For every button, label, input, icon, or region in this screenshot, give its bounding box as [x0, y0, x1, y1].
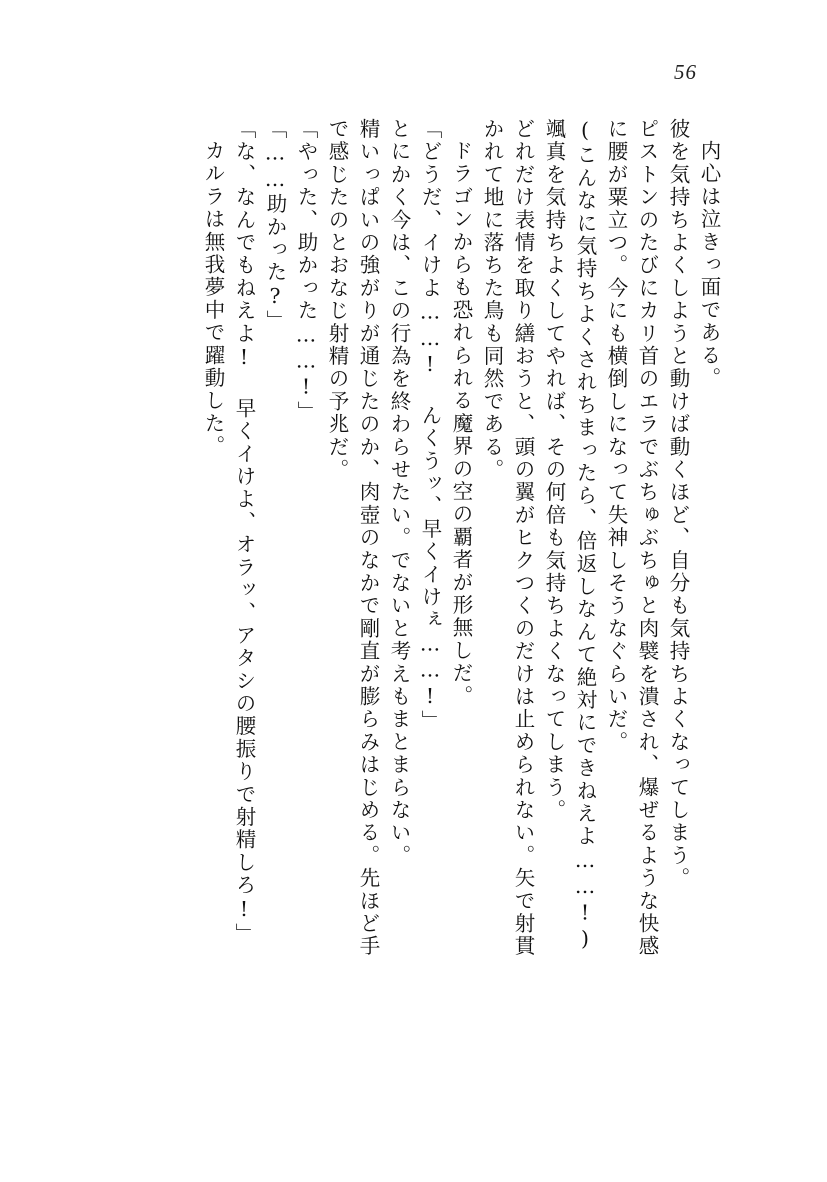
text-line: で感じたのとおなじ射精の予兆だ。: [325, 118, 349, 482]
text-line: ドラゴンからも恐れられる魔界の空の覇者が形無しだ。: [449, 140, 473, 708]
text-line: どれだけ表情を取り繕おうと、頭の翼がヒクつくのだけは止められない。矢で射貫: [511, 118, 535, 958]
text-line: 内心は泣きっ面である。: [697, 140, 721, 390]
text-line: かれて地に落ちた鳥も同然である。: [480, 118, 504, 482]
text-line: カルラは無我夢中で躍動した。: [201, 140, 225, 458]
text-line: 彼を気持ちよくしようと動けば動くほど、自分も気持ちよくなってしまう。: [666, 118, 690, 890]
text-line: 「な、なんでもねえよ! 早くイけよ、オラッ、アタシの腰振りで射精しろ!」: [232, 118, 256, 946]
text-line: 精いっぱいの強がりが通じたのか、肉壺のなかで剛直が膨らみはじめる。先ほど手: [356, 118, 380, 958]
text-line: 「……助かった?」: [263, 118, 287, 333]
text-line: ピストンのたびにカリ首のエラでぶちゅぶちゅと肉襞を潰され、爆ぜるような快感: [635, 118, 659, 958]
vertical-text-body: [78, 118, 719, 1088]
text-line: 「やった、助かった……!」: [294, 118, 318, 424]
text-line: とにかく今は、この行為を終わらせたい。でないと考えもまとまらない。: [387, 118, 411, 868]
text-line: 「どうだ、イけよ……! んくうッ、早くイけぇ……!」: [418, 118, 442, 733]
page-number: 56: [674, 60, 697, 84]
text-line: に腰が粟立つ。今にも横倒しになって失神しそうなぐらいだ。: [604, 118, 628, 754]
text-line: (こんなに気持ちよくされちまったら、倍返しなんて絶対にできねえよ……!): [573, 118, 597, 953]
text-line: 颯真を気持ちよくしてやれば、その何倍も気持ちよくなってしまう。: [542, 118, 566, 822]
